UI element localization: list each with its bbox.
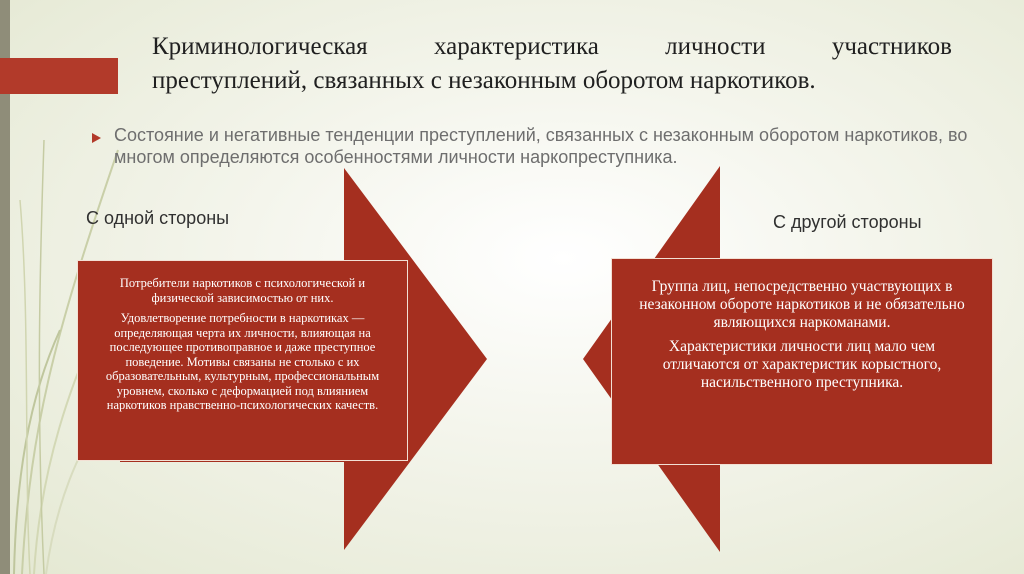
- right-side-label: С другой стороны: [773, 212, 922, 232]
- left-side-label: С одной стороны: [86, 208, 230, 228]
- title-word: участников: [831, 33, 952, 60]
- left-box-paragraph-1: Потребители наркотиков с психологической и физической зависимостью от них.: [119, 276, 366, 305]
- title-line-2: преступлений, связанных с незаконным оборотом наркотиков.: [152, 67, 816, 94]
- title-word: личности: [665, 33, 766, 60]
- title-word: Криминологическая: [152, 33, 368, 60]
- bullet-text: Состояние и негативные тенденции преступлений, связанных с незаконным оборотом наркотиков, во многом определяются особенностями личности наркопреступника.: [114, 125, 968, 167]
- right-box-paragraph-2: Характеристики личности лиц мало чем отличаются от характеристик корыстного, насильственного преступника.: [662, 338, 942, 391]
- title-word: характеристика: [434, 33, 599, 60]
- right-box-paragraph-1: Группа лиц, непосредственно участвующих в незаконном обороте наркотиков и не обязательно являющихся наркоманами.: [639, 278, 965, 331]
- left-box-paragraph-2: Удовлетворение потребности в наркотиках — определяющая черта их личности, влияющая на последующее противоправное и даже преступное поведение. Мотивы связаны не столько с их образовательным, культурным, профессиональным уровнем, сколько с деформацией под влиянием наркотиков нравственно-психологических качеств.: [105, 311, 380, 412]
- right-info-box: [611, 258, 993, 465]
- left-info-box: [77, 260, 408, 461]
